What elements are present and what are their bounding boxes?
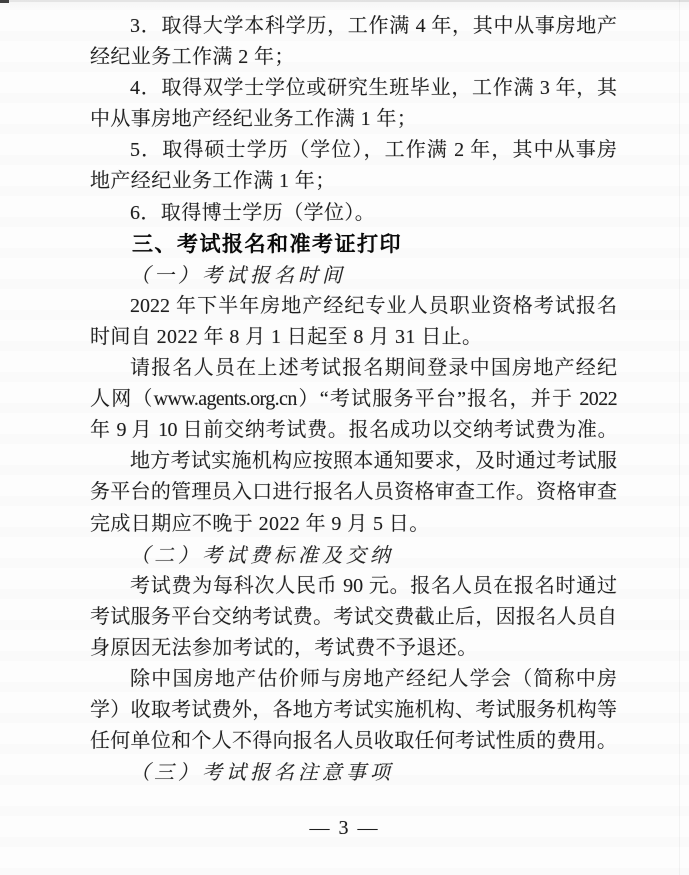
subsection-heading-3: （三）考试报名注意事项 (130, 760, 394, 785)
scan-top-hairline (0, 0, 689, 2)
subsection-heading-2: （二）考试费标准及交纳 (130, 542, 394, 567)
paragraph-review-line-1: 地方考试实施机构应按照本通知要求，及时通过考试服 (130, 450, 617, 473)
document-body (90, 11, 617, 788)
subsection-heading-1: （一）考试报名时间 (130, 262, 346, 287)
list-item-4-line-1: 4．取得双学士学位或研究生班毕业，工作满 3 年，其 (130, 77, 617, 100)
paragraph-fee-line-3: 身原因无法参加考试的，考试费不予退还。 (90, 636, 478, 659)
paragraph-no-extra-fee-line-3: 任何单位和个人不得向报名人员收取任何考试性质的费用。 (90, 730, 617, 753)
list-item-5-line-2: 地产经纪业务工作满 1 年； (90, 170, 336, 193)
section-heading-3: 三、考试报名和准考证打印 (132, 232, 402, 256)
list-item-3-line-2: 经纪业务工作满 2 年； (90, 46, 295, 69)
paragraph-no-extra-fee-line-1: 除中国房地产估价师与房地产经纪人学会（简称中房 (130, 667, 617, 690)
list-item-3-line-1: 3．取得大学本科学历，工作满 4 年，其中从事房地产 (130, 15, 617, 37)
paragraph-reg-time-line-2: 时间自 2022 年 8 月 1 日起至 8 月 31 日止。 (90, 325, 483, 348)
paragraph-review-line-3: 完成日期应不晚于 2022 年 9 月 5 日。 (90, 512, 430, 535)
scan-corner-mark (0, 0, 9, 3)
paragraph-reg-time-line-1: 2022 年下半年房地产经纪专业人员职业资格考试报名 (130, 294, 617, 317)
scan-right-edge-line (679, 0, 680, 875)
paragraph-reg-site-line-1: 请报名人员在上述考试报名期间登录中国房地产经纪 (130, 357, 617, 380)
list-item-6: 6．取得博士学历（学位）。 (130, 201, 376, 224)
paragraph-fee-line-2: 考试服务平台交纳考试费。考试交费截止后，因报名人员自 (90, 605, 617, 628)
paragraph-fee-line-1: 考试费为每科次人民币 90 元。报名人员在报名时通过 (130, 574, 617, 597)
list-item-4-line-2: 中从事房地产经纪业务工作满 1 年； (90, 108, 418, 131)
page-number: — 3 — (309, 817, 380, 839)
paragraph-reg-site-line-3: 年 9 月 10 日前交纳考试费。报名成功以交纳考试费为准。 (90, 419, 617, 442)
paragraph-review-line-2: 务平台的管理员入口进行报名人员资格审查工作。资格审查 (90, 481, 617, 504)
paragraph-reg-site-line-2: 人网（www.agents.org.cn）“考试服务平台”报名，并于 2022 (90, 388, 617, 411)
paragraph-no-extra-fee-line-2: 学）收取考试费外，各地方考试实施机构、考试服务机构等 (90, 699, 617, 722)
list-item-5-line-1: 5．取得硕士学历（学位），工作满 2 年，其中从事房 (130, 139, 617, 162)
